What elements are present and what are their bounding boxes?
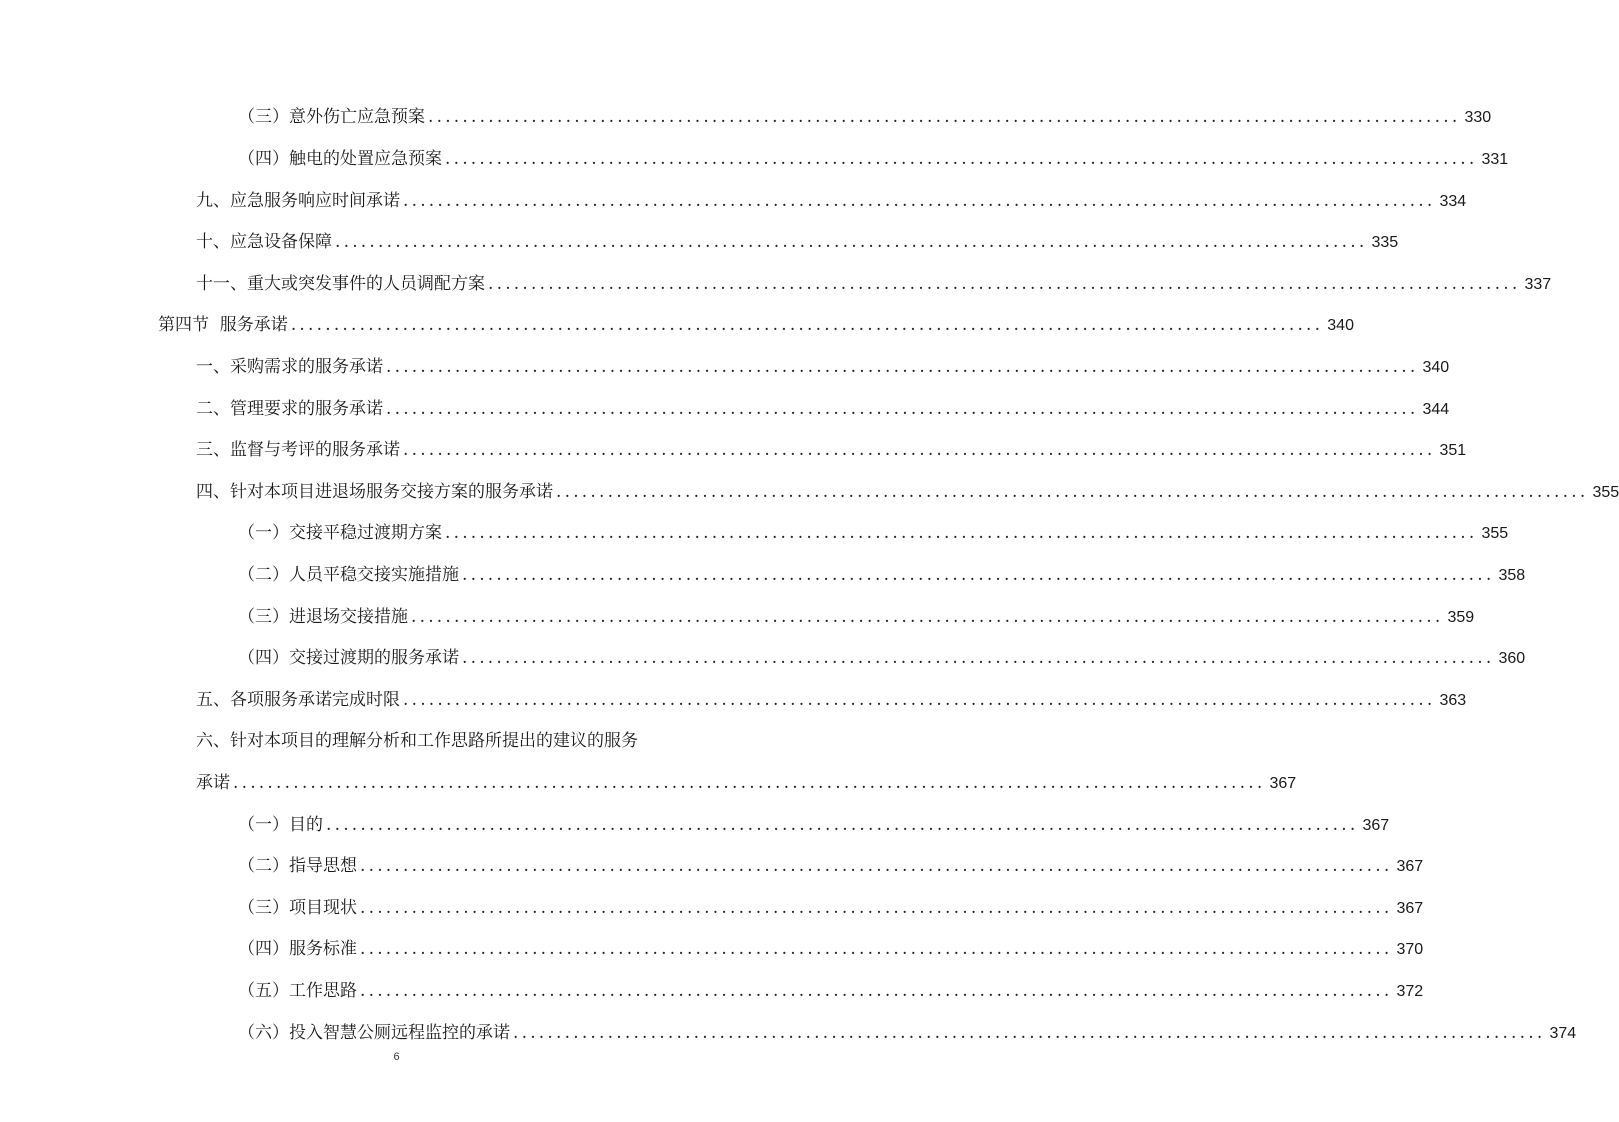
page-number: 6 [393, 1051, 400, 1063]
toc-entry[interactable] [196, 186, 1467, 216]
toc-entry[interactable] [196, 477, 1619, 507]
toc-entry-title: 四、针对本项目进退场服务交接方案的服务承诺 [196, 482, 553, 502]
dot-leader: ........................................................................................................................ [428, 107, 1461, 127]
toc-entry[interactable] [238, 810, 1390, 840]
toc-entry-title: （一）交接平稳过渡期方案 [238, 523, 442, 543]
toc-entry[interactable] [238, 144, 1509, 174]
toc-entry-page: 340 [1327, 317, 1354, 334]
toc-entry[interactable] [238, 851, 1424, 881]
dot-leader: ........................................................................................................................ [403, 191, 1436, 211]
dot-leader: ........................................................................................................................ [326, 815, 1359, 835]
toc-entry-title: （三）进退场交接措施 [238, 607, 408, 627]
toc-entry-title: （四）交接过渡期的服务承诺 [238, 648, 459, 668]
toc-entry-page: 370 [1396, 941, 1424, 958]
toc-entry-page: 355 [1592, 484, 1619, 501]
toc-entry-page: 367 [1362, 817, 1390, 834]
toc-entry-title: （六）投入智慧公厕远程监控的承诺 [238, 1023, 510, 1043]
toc-entry-title: 九、应急服务响应时间承诺 [196, 191, 400, 211]
toc-entry-page: 363 [1439, 692, 1467, 709]
toc-entry-page: 331 [1481, 151, 1509, 168]
toc-entry[interactable] [238, 602, 1475, 632]
toc-entry-title: 二、管理要求的服务承诺 [196, 399, 383, 419]
toc-entry-title: 一、采购需求的服务承诺 [196, 357, 383, 377]
toc-entry-title: （三）项目现状 [238, 898, 357, 918]
dot-leader: ........................................................................................................................ [556, 482, 1589, 502]
dot-leader: ........................................................................................................................ [513, 1023, 1546, 1043]
toc-entry[interactable] [238, 1018, 1577, 1048]
toc-entry[interactable] [196, 726, 674, 756]
toc-entry-page: 340 [1422, 359, 1450, 376]
toc-entry-page: 335 [1371, 234, 1399, 251]
toc-entry[interactable] [196, 269, 1552, 299]
toc-entry-title: 十、应急设备保障 [196, 232, 332, 252]
toc-entry[interactable] [238, 560, 1526, 590]
dot-leader: ........................................................................................................................ [488, 274, 1521, 294]
toc-entry-title: （一）目的 [238, 815, 323, 835]
toc-entry-title: 五、各项服务承诺完成时限 [196, 690, 400, 710]
toc-entry[interactable] [196, 352, 1450, 382]
toc-entry-page: 367 [1396, 900, 1424, 917]
toc-entry[interactable] [238, 976, 1424, 1006]
toc-entry-page: 351 [1439, 442, 1467, 459]
toc-entry-page: 358 [1498, 567, 1526, 584]
toc-entry-title: 三、监督与考评的服务承诺 [196, 440, 400, 460]
toc-entry-page: 372 [1396, 983, 1424, 1000]
dot-leader: ........................................................................................................................ [445, 523, 1478, 543]
toc-entry-title: （五）工作思路 [238, 981, 357, 1001]
dot-leader: ........................................................................................................................ [360, 939, 1393, 959]
dot-leader: ........................................................................................................................ [233, 773, 1266, 793]
toc-entry-title: （三）意外伤亡应急预案 [238, 107, 425, 127]
toc-entry-page: 359 [1447, 609, 1475, 626]
dot-leader: ........................................................................................................................ [335, 232, 1368, 252]
toc-section-entry[interactable] [158, 310, 1354, 340]
toc-entry-continuation[interactable] [196, 768, 1297, 798]
dot-leader: ........................................................................................................................ [411, 607, 1444, 627]
dot-leader: ........................................................................................................................ [386, 399, 1419, 419]
toc-entry[interactable] [238, 893, 1424, 923]
toc-entry-title: 十一、重大或突发事件的人员调配方案 [196, 274, 485, 294]
dot-leader: ........................................................................................................................ [462, 565, 1495, 585]
toc-entry-title: 承诺 [196, 773, 230, 793]
dot-leader: ........................................................................................................................ [386, 357, 1419, 377]
toc-entry-page: 337 [1524, 276, 1552, 293]
toc-entry[interactable] [196, 435, 1467, 465]
dot-leader: ........................................................................................................................ [403, 690, 1436, 710]
toc-entry[interactable] [196, 394, 1450, 424]
dot-leader: ........................................................................................................................ [360, 856, 1393, 876]
toc-entry-page: 344 [1422, 401, 1450, 418]
toc-entry-page: 355 [1481, 525, 1509, 542]
toc-entry[interactable] [238, 934, 1424, 964]
toc-entry-page: 330 [1464, 109, 1492, 126]
dot-leader: ........................................................................................................................ [445, 149, 1478, 169]
toc-entry-title: （二）指导思想 [238, 856, 357, 876]
dot-leader: ........................................................................................................................ [360, 981, 1393, 1001]
toc-entry[interactable] [238, 102, 1492, 132]
toc-entry-page: 360 [1498, 650, 1526, 667]
dot-leader: ........................................................................................................................ [462, 648, 1495, 668]
dot-leader: ........................................................................................................................ [290, 315, 1324, 335]
toc-entry-title: 第四节 服务承诺 [158, 315, 288, 335]
toc-entry-title: （四）服务标准 [238, 939, 357, 959]
toc-entry[interactable] [196, 227, 1399, 257]
dot-leader: ........................................................................................................................ [403, 440, 1436, 460]
toc-entry-page: 367 [1396, 858, 1424, 875]
toc-entry[interactable] [196, 685, 1467, 715]
toc-entry[interactable] [238, 643, 1526, 673]
toc-entry-page: 334 [1439, 193, 1467, 210]
toc-entry-title: 六、针对本项目的理解分析和工作思路所提出的建议的服务 [196, 731, 638, 751]
toc-entry[interactable] [238, 518, 1509, 548]
dot-leader: ........................................................................................................................ [360, 898, 1393, 918]
toc-entry-page: 374 [1549, 1025, 1577, 1042]
toc-entry-title: （二）人员平稳交接实施措施 [238, 565, 459, 585]
toc-entry-title: （四）触电的处置应急预案 [238, 149, 442, 169]
toc-entry-page: 367 [1269, 775, 1297, 792]
